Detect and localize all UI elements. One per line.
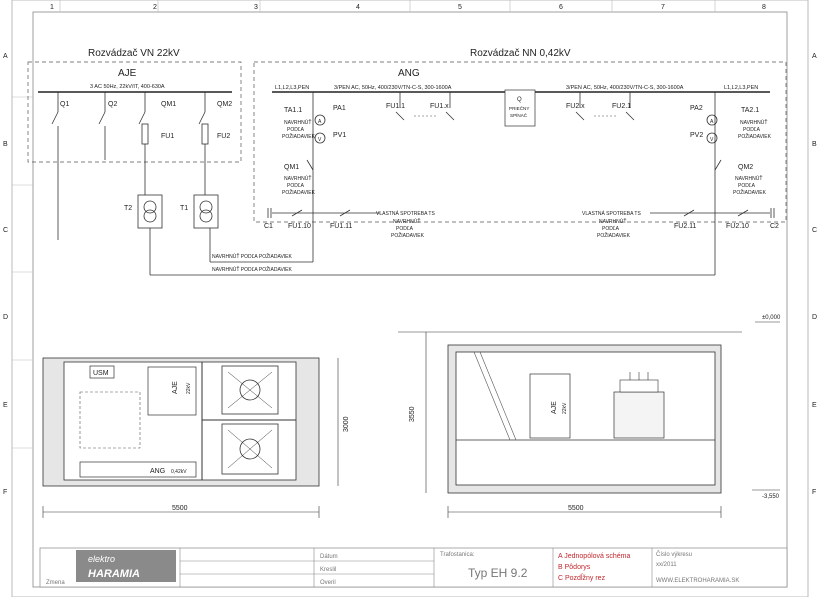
grid-col-label: 8 [762,4,766,11]
grid-row-label: A [812,53,817,60]
sheet-item-a: A Jednopólová schéma [558,553,631,560]
voltmeter-symbol: V [318,137,322,143]
qm1-nn-label: QM1 [284,164,300,171]
fu211-label: FU2.11 [674,223,697,230]
navrh-3: POŽIADAVIEK [733,190,766,196]
fu11-label: FU1.1 [386,103,406,110]
grid-col-label: 4 [356,4,360,11]
grid-row-label: C [812,227,818,234]
bus-left-label: L1,L2,L3,PEN [275,85,310,91]
trafostanica-label: Trafostanica: [440,552,475,558]
longitudinal-section [398,315,781,518]
website: WWW.ELEKTROHARAMIA.SK [656,578,740,584]
section-aje-kv: 22kV [562,402,568,414]
vn-feeders [52,92,715,275]
vlastna-right: VLASTNÁ SPOTREBA TS [582,211,641,217]
grid-row-label: D [3,314,9,321]
navrh-3: POŽIADAVIEK [597,233,630,239]
level-bottom: -3,550 [762,494,780,500]
section-height-dim: 3550 [409,406,416,422]
single-line-schematic [28,48,786,275]
overil-label: Overil [320,580,336,586]
navrh-1: NAVRHNÚŤ [735,176,763,182]
ang-title: ANG [398,68,420,79]
plan-ang-kv: 0,42kV [171,469,187,475]
navrh-3: POŽIADAVIEK [738,134,771,140]
fu21-label: FU2.1 [612,103,632,110]
section-inner-room [456,352,715,485]
title-block [40,548,787,587]
cable-note-1: NAVRHNÚŤ PODĽA POŽIADAVIEK [212,254,292,260]
section-transformer [614,372,664,438]
navrh-2: PODĽA [738,183,755,189]
section-width-dim: 5500 [568,505,584,512]
grid-col-label: 3 [254,4,258,11]
floor-plan [43,358,350,518]
qm2-vn-label: QM2 [217,101,233,108]
pv2-label: PV2 [690,132,704,139]
c1-label: C1 [264,223,273,230]
grid-col-label: 1 [50,4,54,11]
fu1x-label: FU1.x [430,103,449,110]
plan-aje-kv: 22kV [186,382,192,394]
navrh-3: POŽIADAVIEK [282,190,315,196]
station-type: Typ EH 9.2 [468,566,528,580]
fu2-label: FU2 [217,133,231,140]
fu110-label: FU1.10 [288,223,311,230]
t2-label: T2 [124,205,133,212]
pv1-label: PV1 [333,132,347,139]
t1-label: T1 [180,205,189,212]
nn-title: Rozvádzač NN 0,42kV [470,48,571,59]
pa1-label: PA1 [333,105,346,112]
fu210-label: FU2.10 [726,223,749,230]
qm1-vn-label: QM1 [161,101,177,108]
transformer-t1 [194,195,218,228]
usm-label: USM [93,370,109,377]
grid-row-label: F [812,489,817,496]
spec-right: 3/PEN AC, 50Hz, 400/230V/TN-C-S, 300-1600A [566,85,684,91]
q1-label: Q1 [60,101,70,108]
q-coupler-desc-1: PRIEČNY [509,106,530,111]
pa2-label: PA2 [690,105,703,112]
q2-label: Q2 [108,101,118,108]
grid-row-label: A [3,53,8,60]
navrh-1: NAVRHNÚŤ [599,219,627,225]
navrh-3: POŽIADAVIEK [391,233,424,239]
q-coupler-desc-2: SPÍNAČ [510,113,528,118]
grid-row-label: B [812,141,817,148]
navrh-1: NAVRHNÚŤ [284,176,312,182]
grid-row-label: F [3,489,8,496]
cislo-value: xx/2011 [656,562,677,568]
ammeter-symbol: A [710,119,714,125]
navrh-2: PODĽA [396,226,413,232]
navrh-2: PODĽA [743,127,760,133]
ta2-label: TA2.1 [741,107,760,114]
navrh-3: POŽIADAVIEK [282,134,315,140]
c2-label: C2 [770,223,779,230]
grid-row-label: E [812,402,817,409]
datum-label: Dátum [320,554,338,560]
fu2x-label: FU2.x [566,103,585,110]
sheet-item-b: B Pôdorys [558,564,591,571]
vlastna-left: VLASTNÁ SPOTREBA TS [376,211,435,217]
plan-ang-label: ANG [150,468,166,475]
aje-title: AJE [118,68,137,79]
navrh-2: PODĽA [287,127,304,133]
fu111-label: FU1.11 [330,223,353,230]
fu1-label: FU1 [161,133,175,140]
bus-right-label: L1,L2,L3,PEN [724,85,759,91]
ammeter-symbol: A [318,119,322,125]
vn-title: Rozvádzač VN 22kV [88,48,180,59]
grid-col-label: 6 [559,4,563,11]
navrh-1: NAVRHNÚŤ [284,120,312,126]
navrh-1: NAVRHNÚŤ [740,120,768,126]
voltmeter-symbol: V [710,137,714,143]
cislo-label: Číslo výkresu [656,552,693,558]
kreslil-label: Kreslil [320,567,337,573]
grid-row-label: D [812,314,818,321]
logo-top: elektro [88,554,116,564]
grid-col-label: 7 [661,4,665,11]
grid-row-label: E [3,402,8,409]
zmena-label: Zmena [46,580,65,586]
grid-col-label: 2 [153,4,157,11]
aje-spec: 3 AC 50Hz, 22kV/IT, 400-630A [90,84,165,90]
navrh-1: NAVRHNÚŤ [393,219,421,225]
level-top: ±0,000 [762,315,781,321]
grid-row-label: C [3,227,9,234]
plan-width-dim: 5500 [172,505,188,512]
plan-height-dim: 3000 [343,416,350,432]
grid-column-labels [50,4,766,11]
grid-col-label: 5 [458,4,462,11]
grid-row-label: B [3,141,8,148]
drawing-border [33,12,787,587]
q-coupler-label: Q [517,97,522,103]
spec-left: 3/PEN AC, 50Hz, 400/230V/TN-C-S, 300-1600A [334,85,452,91]
section-aje-label: AJE [551,401,558,414]
sheet-item-c: C Pozdĺžny rez [558,575,606,582]
cable-note-2: NAVRHNÚŤ PODĽA POŽIADAVIEK [212,267,292,273]
navrh-2: PODĽA [602,226,619,232]
qm2-nn-label: QM2 [738,164,754,171]
ta1-label: TA1.1 [284,107,303,114]
navrh-2: PODĽA [287,183,304,189]
logo-bottom: HARAMIA [88,568,140,580]
transformer-t2 [138,195,162,228]
plan-aje-label: AJE [172,381,179,394]
